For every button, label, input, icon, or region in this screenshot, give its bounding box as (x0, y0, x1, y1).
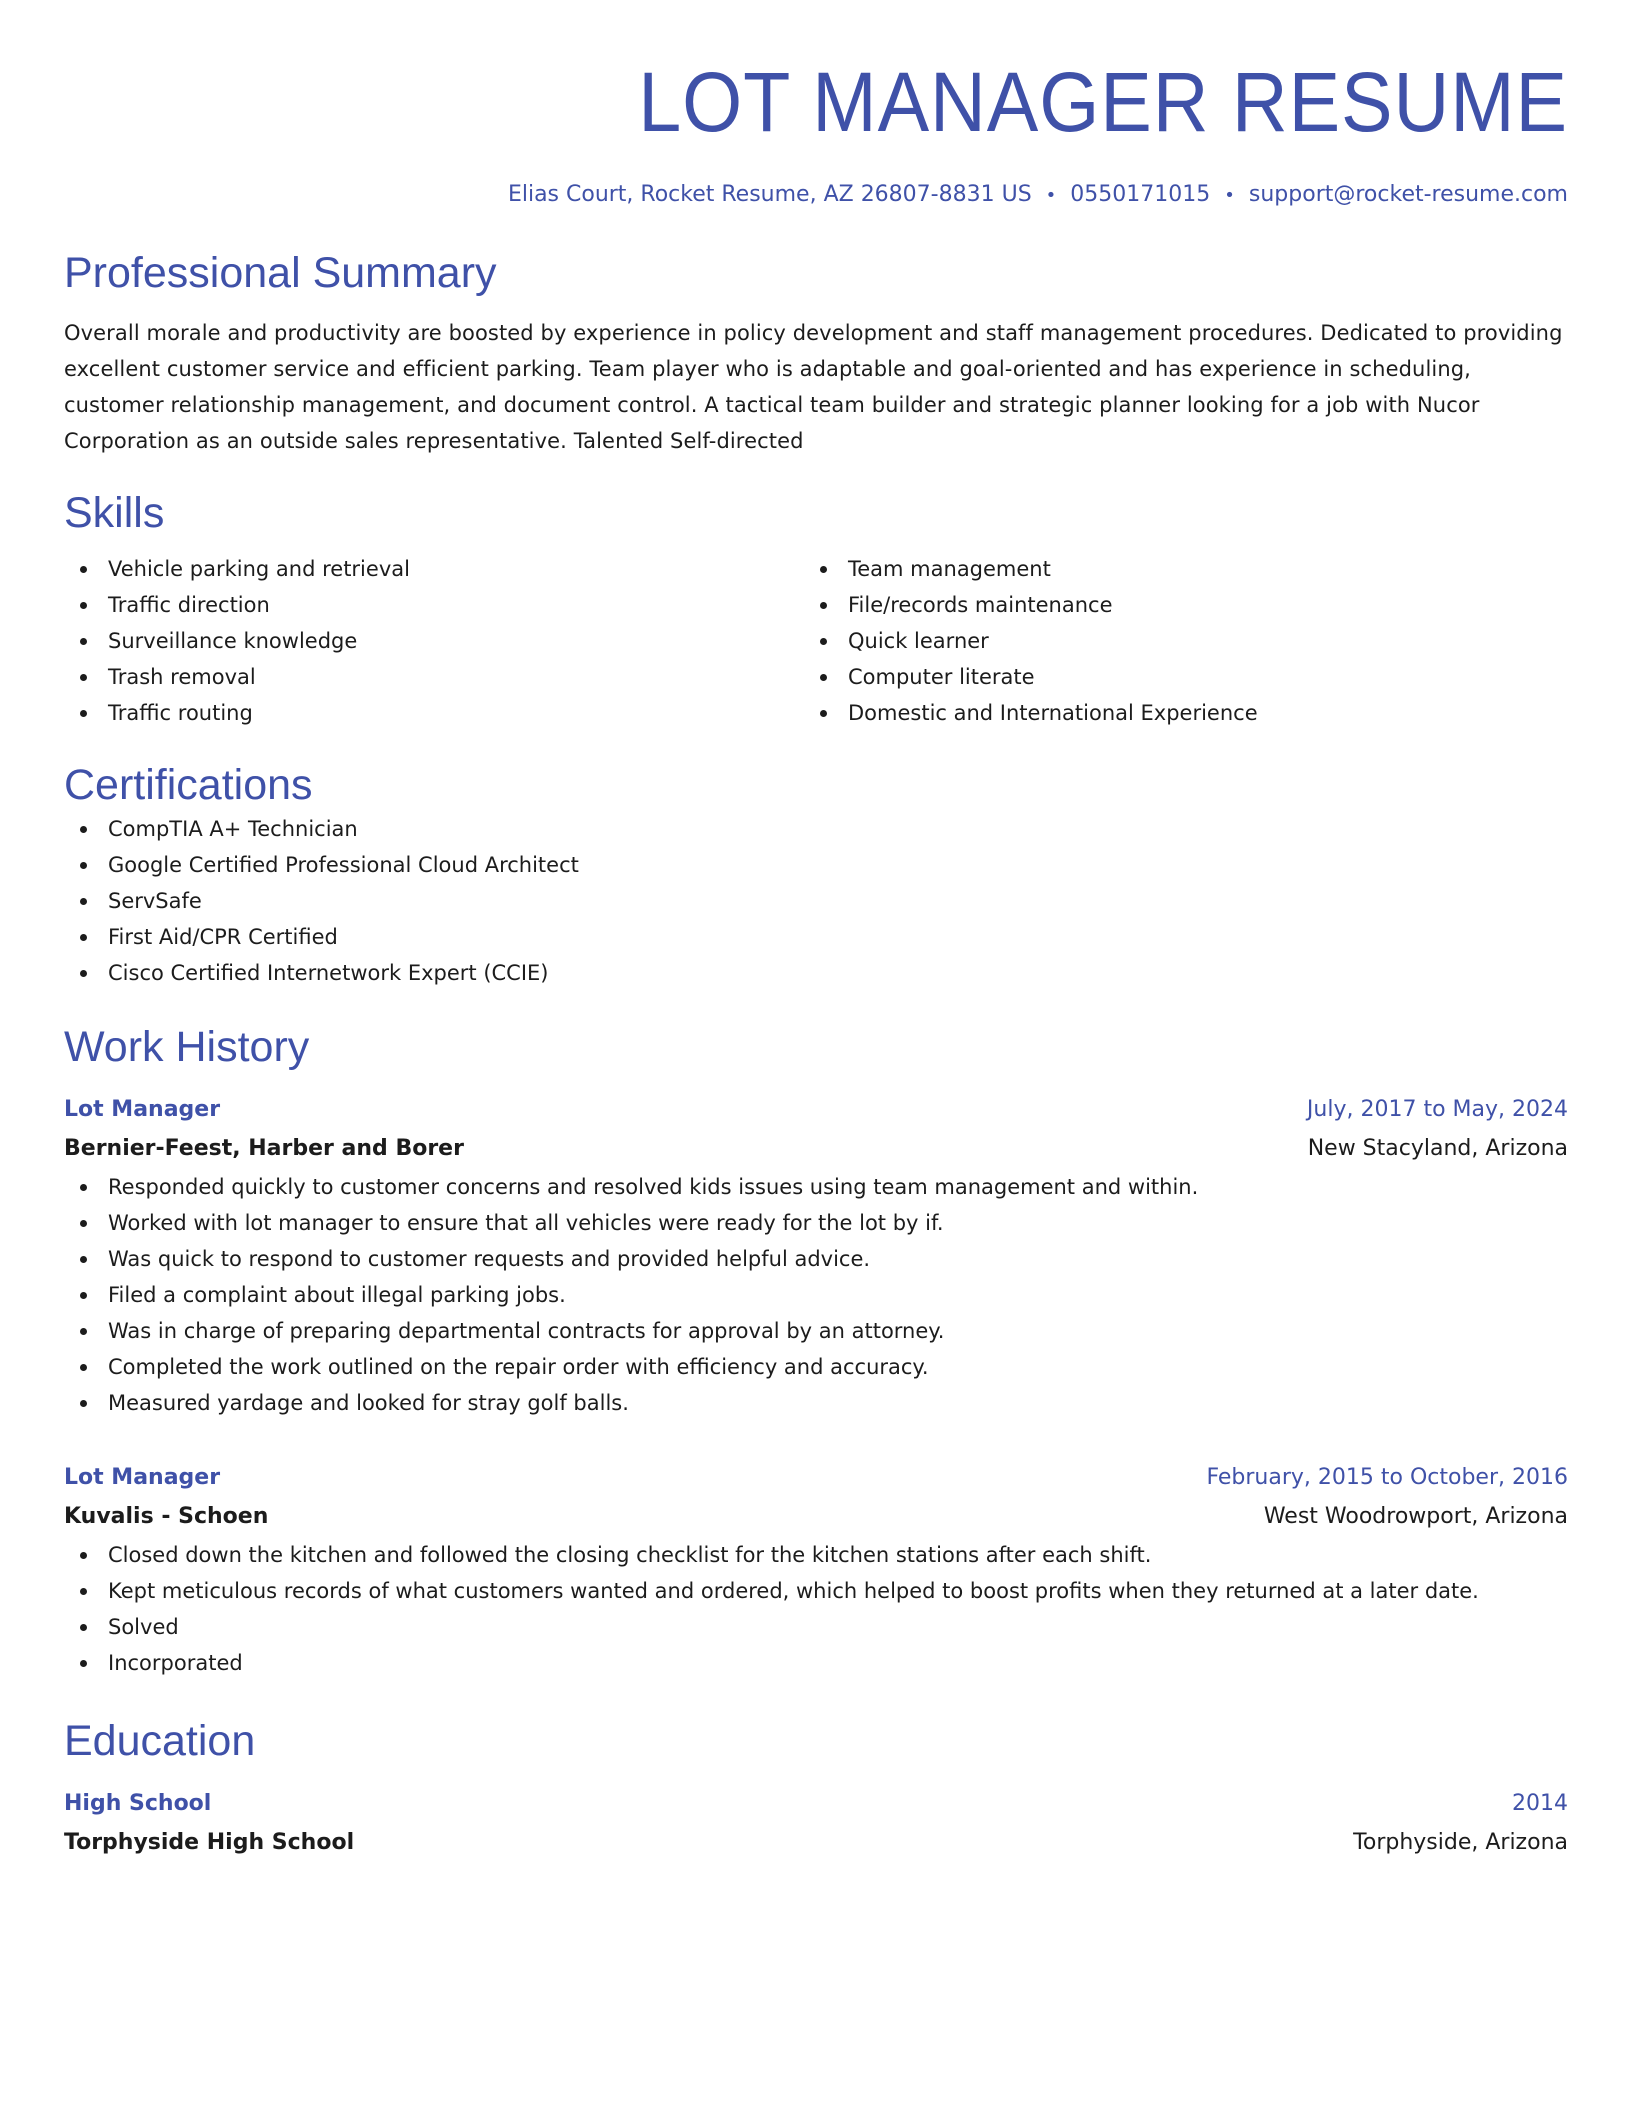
education-school-row (64, 1823, 1568, 1863)
job-entry (64, 1459, 1568, 1681)
education-heading: Education (64, 1717, 256, 1765)
job-bullet: Closed down the kitchen and followed the closing checklist for the kitchen stations after each shift. (64, 1537, 1568, 1573)
job-company-row (64, 1129, 1568, 1169)
summary-section (64, 247, 1568, 459)
skill-item: Quick learner (804, 623, 1544, 659)
job-bullet: Was quick to respond to customer requests and provided helpful advice. (64, 1241, 1568, 1277)
work-history-heading: Work History (64, 1023, 310, 1071)
resume-header (64, 0, 1568, 211)
certifications-section (64, 759, 1568, 991)
certification-item: Google Certified Professional Cloud Architect (64, 847, 1568, 883)
contact-separator: • (1045, 185, 1057, 206)
certifications-list (64, 811, 1568, 991)
job-title-row (64, 1459, 1568, 1497)
job-dates: February, 2015 to October, 2016 (1206, 1465, 1568, 1490)
education-school: Torphyside High School (64, 1830, 355, 1855)
skill-item: Domestic and International Experience (804, 695, 1544, 731)
job-bullet: Incorporated (64, 1645, 1568, 1681)
certification-item: ServSafe (64, 883, 1568, 919)
job-entry (64, 1091, 1568, 1421)
contact-separator: • (1224, 185, 1235, 206)
job-title: Lot Manager (64, 1097, 221, 1122)
job-company: Kuvalis - Schoen (64, 1504, 269, 1529)
summary-text: Overall morale and productivity are boosted by experience in policy development and staff management procedures. Dedicated to providing excellent customer service and efficient parking. Team player who is adaptable and goal-oriented and has experience in scheduling, customer relationship management, and document control. A tactical team builder and strategic planner looking for a job with Nucor Corporation as an outside sales representative. Talented Self-directed (64, 321, 1563, 453)
skill-item: File/records maintenance (804, 587, 1544, 623)
skill-item: Traffic routing (64, 695, 804, 731)
skills-section (64, 487, 1568, 731)
skill-item: Computer literate (804, 659, 1544, 695)
education-section (64, 1715, 1568, 1863)
job-location: West Woodrowport, Arizona (1263, 1504, 1568, 1529)
skill-item: Traffic direction (64, 587, 804, 623)
skill-item: Team management (804, 551, 1544, 587)
job-title-row (64, 1091, 1568, 1129)
job-title: Lot Manager (64, 1465, 221, 1490)
contact-line (64, 180, 1568, 211)
skill-item: Vehicle parking and retrieval (64, 551, 804, 587)
education-entry (64, 1785, 1568, 1863)
skills-list-left (64, 551, 804, 731)
skills-grid (64, 551, 1568, 731)
skills-heading: Skills (64, 489, 165, 537)
certification-item: Cisco Certified Internetwork Expert (CCIE) (64, 955, 1568, 991)
skill-item: Trash removal (64, 659, 804, 695)
job-company: Bernier-Feest, Harber and Borer (64, 1136, 464, 1161)
job-bullet: Responded quickly to customer concerns and resolved kids issues using team management and within. (64, 1169, 1568, 1205)
education-location: Torphyside, Arizona (1353, 1830, 1568, 1855)
certification-item: CompTIA A+ Technician (64, 811, 1568, 847)
job-bullet: Kept meticulous records of what customers wanted and ordered, which helped to boost profits when they returned at a later date. (64, 1573, 1568, 1609)
certifications-heading: Certifications (64, 761, 313, 809)
education-year: 2014 (1512, 1791, 1568, 1816)
work-history-section (64, 1021, 1568, 1681)
job-bullets (64, 1169, 1568, 1421)
job-dates: July, 2017 to May, 2024 (1306, 1097, 1568, 1122)
education-degree: High School (64, 1791, 212, 1816)
resume-title: LOT MANAGER RESUME (638, 55, 1568, 149)
job-bullet: Filed a complaint about illegal parking jobs. (64, 1277, 1568, 1313)
certification-item: First Aid/CPR Certified (64, 919, 1568, 955)
contact-address: Elias Court, Rocket Resume, AZ 26807-8831 US (507, 182, 1032, 207)
job-bullet: Solved (64, 1609, 1568, 1645)
contact-email[interactable]: support@rocket-resume.com (1248, 182, 1568, 207)
job-location: New Stacyland, Arizona (1307, 1136, 1568, 1161)
job-bullet: Completed the work outlined on the repair order with efficiency and accuracy. (64, 1349, 1568, 1385)
skills-list-right (804, 551, 1544, 731)
skill-item: Surveillance knowledge (64, 623, 804, 659)
job-bullet: Worked with lot manager to ensure that all vehicles were ready for the lot by if. (64, 1205, 1568, 1241)
job-bullet: Was in charge of preparing departmental contracts for approval by an attorney. (64, 1313, 1568, 1349)
job-bullet: Measured yardage and looked for stray golf balls. (64, 1385, 1568, 1421)
job-bullets (64, 1537, 1568, 1681)
education-degree-row (64, 1785, 1568, 1823)
contact-phone: 0550171015 (1070, 182, 1211, 207)
job-company-row (64, 1497, 1568, 1537)
summary-heading: Professional Summary (64, 249, 497, 297)
